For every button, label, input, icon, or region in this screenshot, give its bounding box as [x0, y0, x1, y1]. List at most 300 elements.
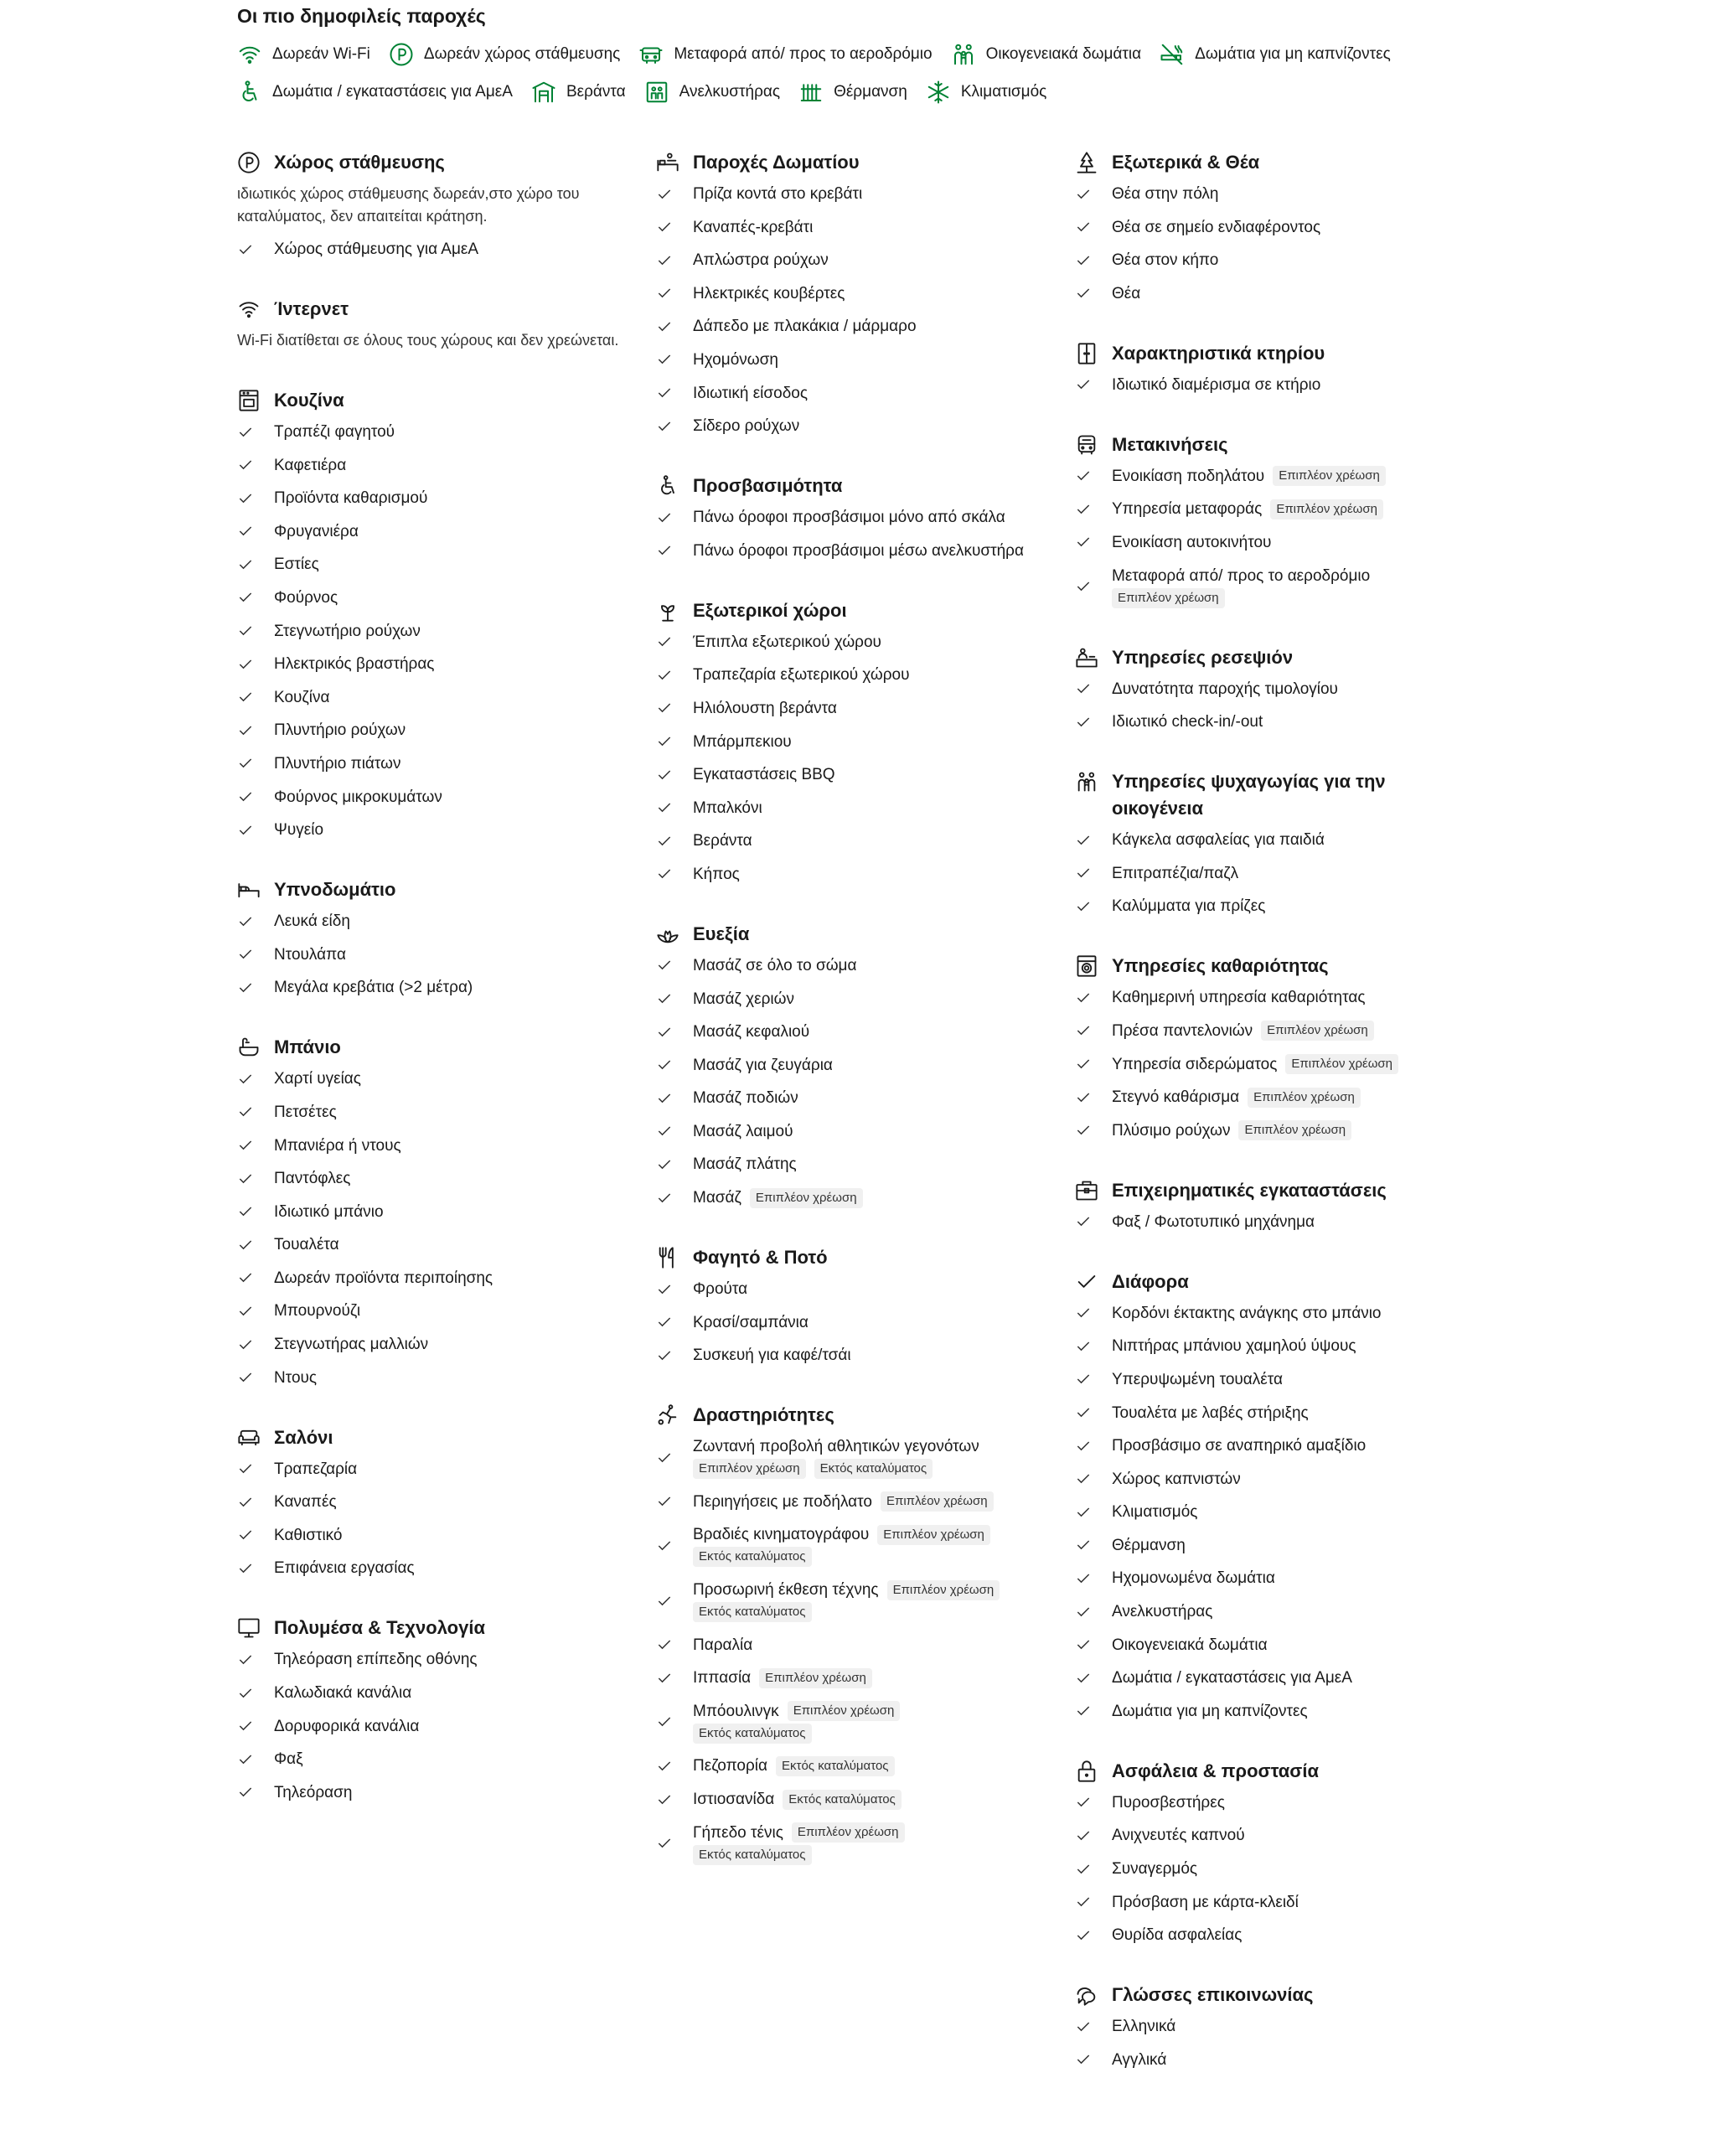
facility-item-label: Πλυντήριο ρούχων [274, 721, 406, 740]
popular-facility [389, 42, 620, 67]
facility-item [237, 1267, 623, 1290]
facility-item [1075, 531, 1444, 554]
extra-charge-badge: Επιπλέον χρέωση [788, 1701, 901, 1721]
checkmark-icon [1075, 501, 1092, 518]
checkmark-icon [1075, 219, 1092, 235]
facility-item [656, 1788, 1041, 1811]
facility-item [237, 719, 623, 742]
checkmark-icon [656, 186, 673, 203]
facility-item-label: Ντουλάπα [274, 945, 346, 964]
checkmark-icon [656, 418, 673, 435]
facility-item-label: Πυροσβεστήρες [1112, 1793, 1225, 1812]
facility-item [656, 1755, 1041, 1777]
facility-section [237, 1615, 623, 1803]
popular-facility [237, 80, 513, 105]
section-heading [656, 597, 1041, 624]
checkmark-icon [656, 990, 673, 1007]
checkmark-icon [237, 1560, 254, 1577]
checkmark-icon [1075, 1056, 1092, 1072]
extra-charge-badge: Επιπλέον χρέωση [1238, 1120, 1351, 1140]
checkmark-icon [237, 523, 254, 540]
facility-item [237, 1367, 623, 1389]
facility-item-label: Πλύσιμο ρούχων [1112, 1121, 1231, 1140]
checkmark-icon [656, 1090, 673, 1107]
facility-section [1075, 1269, 1444, 1723]
facility-item [656, 763, 1041, 786]
popular-facility [951, 42, 1142, 67]
facility-item-label: Ηλεκτρικός βραστήρας [274, 655, 435, 674]
facility-item-label: Καφετιέρα [274, 456, 347, 474]
checkmark-icon [237, 1369, 254, 1386]
facility-item-label: Μπόουλινγκ [693, 1702, 779, 1720]
facility-item-label: Μασάζ [693, 1189, 741, 1207]
facility-item-label: Υπερυψωμένη τουαλέτα [1112, 1370, 1283, 1388]
checkmark-icon [1075, 1794, 1092, 1811]
family-icon [951, 42, 976, 67]
kitchen-icon [237, 389, 261, 412]
facility-item [1075, 1020, 1444, 1042]
facility-item [237, 1300, 623, 1322]
facility-item-label: Τουαλέτα [274, 1236, 339, 1254]
facility-item-label: Βεράντα [693, 832, 752, 850]
section-heading [656, 149, 1041, 176]
facility-item [656, 631, 1041, 654]
lotus-icon [656, 923, 679, 946]
section-title: Γλώσσες επικοινωνίας [1112, 1984, 1314, 2006]
facility-section [237, 387, 623, 841]
facility-item-label: Καναπές-κρεβάτι [693, 218, 814, 236]
checkmark-icon [656, 1156, 673, 1173]
facility-item-label: Εγκαταστάσεις BBQ [693, 766, 835, 784]
facility-item-label: Έπιπλα εξωτερικού χώρου [693, 633, 881, 651]
facility-item-label: Φούρνος [274, 588, 338, 607]
facility-item [1075, 2015, 1444, 2038]
facility-item-label: Μεγάλα κρεβάτια (>2 μέτρα) [274, 979, 473, 997]
checkmark-icon [656, 1281, 673, 1298]
facility-item-label: Μεταφορά από/ προς το αεροδρόμιο [1112, 566, 1371, 585]
facility-section [237, 1424, 623, 1580]
checkmark-icon [237, 1137, 254, 1154]
elevator-icon [644, 80, 669, 105]
facility-section [1075, 432, 1444, 609]
facility-item [656, 1491, 1041, 1513]
facility-item-label: Στεγνωτήριο ρούχων [274, 622, 421, 640]
facility-item-label: Σίδερο ρούχων [693, 417, 800, 436]
facility-section [237, 149, 623, 261]
checkmark-icon [237, 656, 254, 673]
facility-item [1075, 565, 1444, 609]
checkmark-icon [237, 490, 254, 507]
popular-facility [531, 80, 626, 105]
extra-charge-badge: Επιπλέον χρέωση [887, 1580, 1000, 1600]
popular-facility-label: Κλιματισμός [960, 83, 1047, 101]
facility-item [1075, 1119, 1444, 1142]
facility-item-label: Φούρνος μικροκυμάτων [274, 788, 442, 806]
extra-charge-badge: Επιπλέον χρέωση [1285, 1054, 1398, 1074]
section-heading [237, 876, 623, 903]
section-title: Σαλόνι [274, 1426, 333, 1448]
popular-facility-label: Μεταφορά από/ προς το αεροδρόμιο [674, 45, 933, 63]
popular-facility [644, 80, 780, 105]
facility-item [237, 1648, 623, 1671]
facility-item-label: Μασάζ κεφαλιού [693, 1023, 810, 1041]
checkmark-icon [656, 318, 673, 335]
facility-item-label: Πρόσβαση με κάρτα-κλειδί [1112, 1893, 1299, 1911]
checkmark-icon [1075, 2051, 1092, 2068]
section-title: Μετακινήσεις [1112, 433, 1228, 455]
section-heading [656, 921, 1041, 948]
facility-item-label: Θέα στον κήπο [1112, 251, 1219, 270]
section-heading [1075, 1982, 1444, 2008]
checkmark-icon [1075, 1861, 1092, 1878]
checkmark-icon [656, 733, 673, 750]
facility-item [1075, 1468, 1444, 1491]
checkmark-icon [656, 1670, 673, 1687]
facility-item [656, 1311, 1041, 1334]
checkmark-icon [656, 1024, 673, 1041]
checkmark-icon [656, 1347, 673, 1364]
section-heading [237, 1034, 623, 1061]
facility-item [237, 686, 623, 709]
checkmark-icon [237, 722, 254, 739]
checkmark-icon [656, 542, 673, 559]
offsite-badge: Εκτός καταλύματος [814, 1459, 933, 1479]
offsite-badge: Εκτός καταλύματος [693, 1845, 812, 1865]
checkmark-icon [1075, 1213, 1092, 1230]
section-heading [237, 387, 623, 414]
facility-item-label: Μπαλκόνι [693, 799, 762, 817]
checkmark-icon [1075, 680, 1092, 697]
checkmark-icon [656, 767, 673, 783]
popular-facility [798, 80, 907, 105]
facility-item-label: Μπουρνούζι [274, 1302, 361, 1321]
facility-item [1075, 249, 1444, 271]
facility-item [656, 1087, 1041, 1109]
check-icon [1075, 1270, 1098, 1294]
facility-item-label: Οικογενειακά δωμάτια [1112, 1636, 1268, 1654]
popular-facility [638, 42, 932, 67]
section-title: Προσβασιμότητα [693, 475, 843, 497]
facility-item-label: Μπανιέρα ή ντους [274, 1136, 401, 1155]
checkmark-icon [1075, 898, 1092, 915]
section-title: Υπνοδωμάτιο [274, 879, 396, 901]
offsite-badge: Εκτός καταλύματος [693, 1724, 812, 1744]
facility-item [1075, 1924, 1444, 1946]
facility-item [656, 1021, 1041, 1043]
facility-section [1075, 149, 1444, 305]
facility-item [237, 1491, 623, 1513]
bed-icon [237, 878, 261, 902]
checkmark-icon [1075, 1537, 1092, 1553]
checkmark-icon [237, 1718, 254, 1734]
facility-item-label: Λευκά είδη [274, 912, 350, 931]
facility-item-label: Καλωδιακά κανάλια [274, 1684, 412, 1703]
facility-item [656, 315, 1041, 338]
checkmark-icon [656, 1636, 673, 1653]
facility-item-label: Τραπεζαρία [274, 1460, 358, 1478]
facility-item-label: Ανελκυστήρας [1112, 1603, 1213, 1621]
room-icon [656, 151, 679, 174]
checkmark-icon [656, 252, 673, 269]
door-icon [1075, 342, 1098, 365]
extra-charge-badge: Επιπλέον χρέωση [1261, 1021, 1374, 1041]
checkmark-icon [1075, 1894, 1092, 1910]
checkmark-icon [656, 1314, 673, 1331]
facility-item [237, 1201, 623, 1223]
facility-item [656, 830, 1041, 852]
checkmark-icon [1075, 1703, 1092, 1719]
facility-item-label: Νιπτήρας μπάνιου χαμηλού ύψους [1112, 1337, 1356, 1356]
facility-item [656, 731, 1041, 753]
facility-item-label: Προσβάσιμο σε αναπηρικό αμαξίδιο [1112, 1437, 1367, 1455]
section-heading [656, 1402, 1041, 1429]
facility-item-label: Τραπέζι φαγητού [274, 423, 395, 441]
washer-icon [1075, 954, 1098, 978]
checkmark-icon [237, 1784, 254, 1801]
facility-item-label: Μασάζ λαιμού [693, 1122, 793, 1140]
checkmark-icon [1075, 534, 1092, 550]
checkmark-icon [237, 241, 254, 258]
facility-item-label: Μασάζ πλάτης [693, 1155, 797, 1174]
checkmark-icon [1075, 1504, 1092, 1521]
offsite-badge: Εκτός καταλύματος [693, 1547, 812, 1567]
checkmark-icon [237, 1237, 254, 1253]
facility-item [237, 587, 623, 609]
sofa-icon [237, 1426, 261, 1450]
checkmark-icon [237, 689, 254, 706]
facility-item [1075, 862, 1444, 885]
facility-item [237, 653, 623, 675]
facility-section [656, 1402, 1041, 1865]
facility-item-label: Φρυγανιέρα [274, 522, 359, 540]
facility-item [656, 1523, 1041, 1568]
popular-facility-label: Θέρμανση [834, 83, 907, 101]
section-heading [237, 1424, 623, 1451]
facility-item [656, 382, 1041, 405]
extra-charge-badge: Επιπλέον χρέωση [1112, 588, 1225, 608]
facility-item-label: Χώρος καπνιστών [1112, 1470, 1241, 1488]
facility-item [656, 1435, 1041, 1480]
facilities-column-1 [237, 149, 623, 1839]
facility-item-label: Ιππασία [693, 1669, 752, 1688]
facility-section [237, 876, 623, 999]
facility-item-label: Δορυφορικά κανάλια [274, 1717, 420, 1735]
facility-item-label: Χαρτί υγείας [274, 1070, 361, 1088]
chat-icon [1075, 1983, 1098, 2007]
facility-item [656, 1700, 1041, 1744]
checkmark-icon [656, 667, 673, 684]
checkmark-icon [1075, 832, 1092, 849]
facility-item [656, 249, 1041, 271]
checkmark-icon [237, 556, 254, 573]
facility-item-label: Πρέσα παντελονιών [1112, 1021, 1253, 1040]
facility-item [1075, 1891, 1444, 1914]
facility-item [1075, 465, 1444, 488]
facility-item [1075, 1600, 1444, 1623]
facility-item [656, 664, 1041, 686]
plant-icon [656, 599, 679, 623]
facility-item [656, 1822, 1041, 1866]
facility-item-label: Ντους [274, 1368, 318, 1387]
checkmark-icon [1075, 1827, 1092, 1844]
facility-item-label: Μασάζ σε όλο το σώμα [693, 956, 857, 974]
facility-item [1075, 1368, 1444, 1391]
bus-icon [1075, 433, 1098, 457]
checkmark-icon [1075, 1927, 1092, 1944]
facility-item [237, 1682, 623, 1704]
parking-icon [237, 151, 261, 174]
parking-icon [389, 42, 414, 67]
facilities-column-2 [656, 149, 1041, 1901]
wifi-icon [237, 42, 262, 67]
facility-item [237, 786, 623, 809]
reception-icon [1075, 646, 1098, 669]
facility-item [1075, 1667, 1444, 1689]
section-title: Υπηρεσίες ψυχαγωγίας για την οικογένεια [1112, 771, 1386, 819]
facility-item-label: Ιδιωτική είσοδος [693, 384, 808, 402]
checkmark-icon [656, 1835, 673, 1852]
section-title: Κουζίνα [274, 390, 344, 411]
facility-item-label: Τραπεζαρία εξωτερικού χώρου [693, 666, 910, 685]
extra-charge-badge: Επιπλέον χρέωση [877, 1525, 990, 1545]
checkmark-icon [1075, 186, 1092, 203]
facility-item [656, 282, 1041, 305]
facility-item-label: Δυνατότητα παροχής τιμολογίου [1112, 680, 1338, 698]
section-heading [1075, 1177, 1444, 1204]
facility-item-label: Βραδιές κινηματογράφου [693, 1526, 870, 1544]
facility-item-label: Ιδιωτικό διαμέρισμα σε κτήριο [1112, 375, 1321, 394]
checkmark-icon [237, 457, 254, 473]
facility-item-label: Κρασί/σαμπάνια [693, 1313, 809, 1331]
popular-facility-label: Δωμάτια / εγκαταστάσεις για ΑμεΑ [272, 83, 513, 101]
section-title: Ασφάλεια & προστασία [1112, 1760, 1319, 1781]
facility-item [237, 1101, 623, 1124]
facility-item [237, 1557, 623, 1579]
facility-section [1075, 768, 1444, 917]
facility-item-label: Χώρος στάθμευσης για ΑμεΑ [274, 240, 479, 258]
checkmark-icon [656, 1593, 673, 1610]
facility-item-label: Συναγερμός [1112, 1860, 1198, 1879]
monitor-icon [237, 1616, 261, 1640]
lock-icon [1075, 1760, 1098, 1783]
checkmark-icon [1075, 1089, 1092, 1106]
section-heading [656, 1244, 1041, 1271]
facility-item-label: Τηλεόραση [274, 1783, 353, 1801]
checkmark-icon [1075, 714, 1092, 731]
facility-item [237, 752, 623, 775]
checkmark-icon [237, 1336, 254, 1353]
facility-item [1075, 986, 1444, 1009]
facility-item-label: Θέρμανση [1112, 1536, 1186, 1554]
facility-item [1075, 1402, 1444, 1424]
checkmark-icon [656, 1493, 673, 1510]
shuttle-icon [638, 42, 664, 67]
facility-item-label: Ελληνικά [1112, 2018, 1176, 2036]
facility-item [656, 1667, 1041, 1689]
checkmark-icon [656, 833, 673, 850]
facility-item-label: Ηχομόνωση [693, 350, 778, 369]
section-heading [1075, 644, 1444, 671]
extra-charge-badge: Επιπλέον χρέωση [1270, 499, 1383, 519]
section-title: Μπάνιο [274, 1036, 341, 1058]
section-heading [656, 473, 1041, 499]
checkmark-icon [656, 1791, 673, 1808]
facility-item-label: Κλιματισμός [1112, 1503, 1198, 1522]
facilities-column-3 [1075, 149, 1444, 2106]
checkmark-icon [656, 219, 673, 235]
section-title: Υπηρεσίες ρεσεψιόν [1112, 646, 1294, 668]
facility-item [1075, 2049, 1444, 2071]
checkmark-icon [237, 946, 254, 963]
facility-item [237, 819, 623, 841]
checkmark-icon [237, 755, 254, 772]
facility-item-label: Στεγνωτήρας μαλλιών [274, 1336, 429, 1354]
facility-item-label: Δάπεδο με πλακάκια / μάρμαρο [693, 318, 917, 336]
facility-item-label: Φρούτα [693, 1280, 748, 1299]
checkmark-icon [656, 385, 673, 401]
facility-item [237, 421, 623, 443]
section-heading [1075, 953, 1444, 979]
checkmark-icon [1075, 1636, 1092, 1653]
facility-item [237, 620, 623, 643]
facility-item-label: Απλώστρα ρούχων [693, 251, 829, 270]
facility-item-label: Δωρεάν προϊόντα περιποίησης [274, 1269, 493, 1287]
cutlery-icon [656, 1246, 679, 1269]
section-title: Παροχές Δωματίου [693, 152, 860, 173]
popular-facility [237, 42, 370, 67]
wifi-icon [237, 297, 261, 321]
checkmark-icon [1075, 1371, 1092, 1388]
section-heading [237, 149, 623, 176]
popular-facility-label: Βεράντα [566, 83, 626, 101]
facility-item-label: Ηλεκτρικές κουβέρτες [693, 284, 845, 302]
checkmark-icon [237, 623, 254, 639]
popular-facility-label: Ανελκυστήρας [679, 83, 781, 101]
facility-item [1075, 829, 1444, 851]
section-title: Πολυμέσα & Τεχνολογία [274, 1617, 485, 1639]
checkmark-icon [237, 1494, 254, 1511]
facility-item [237, 1067, 623, 1090]
facility-item-label: Συσκευή για καφέ/τσάι [693, 1346, 851, 1365]
facility-section [1075, 1758, 1444, 1946]
checkmark-icon [237, 1651, 254, 1668]
facility-item [1075, 1053, 1444, 1076]
facility-item [1075, 1501, 1444, 1523]
facility-item [656, 863, 1041, 886]
facility-item-label: Κορδόνι έκτακτης ανάγκης στο μπάνιο [1112, 1304, 1382, 1322]
accessible-icon [656, 474, 679, 498]
facility-item [1075, 374, 1444, 396]
popular-facilities-row-2 [237, 80, 1065, 105]
facility-item [656, 540, 1041, 562]
facility-item [1075, 1791, 1444, 1814]
popular-facility-label: Δωμάτια για μη καπνίζοντες [1195, 45, 1391, 63]
extra-charge-badge: Επιπλέον χρέωση [759, 1668, 872, 1688]
facility-item-label: Πάνω όροφοι προσβάσιμοι μόνο από σκάλα [693, 509, 1005, 527]
facility-section [237, 1034, 623, 1388]
checkmark-icon [1075, 1338, 1092, 1355]
section-heading [1075, 1269, 1444, 1295]
checkmark-icon [1075, 252, 1092, 269]
section-heading [1075, 432, 1444, 458]
checkmark-icon [1075, 865, 1092, 881]
facility-item-label: Εστίες [274, 556, 319, 574]
facility-section [237, 296, 623, 352]
section-note: ιδιωτικός χώρος στάθμευσης δωρεάν,στο χώρο του καταλύματος, δεν απαιτείται κράτηση. [237, 185, 580, 225]
facility-item [1075, 216, 1444, 239]
checkmark-icon [1075, 1122, 1092, 1139]
section-title: Φαγητό & Ποτό [693, 1247, 828, 1269]
